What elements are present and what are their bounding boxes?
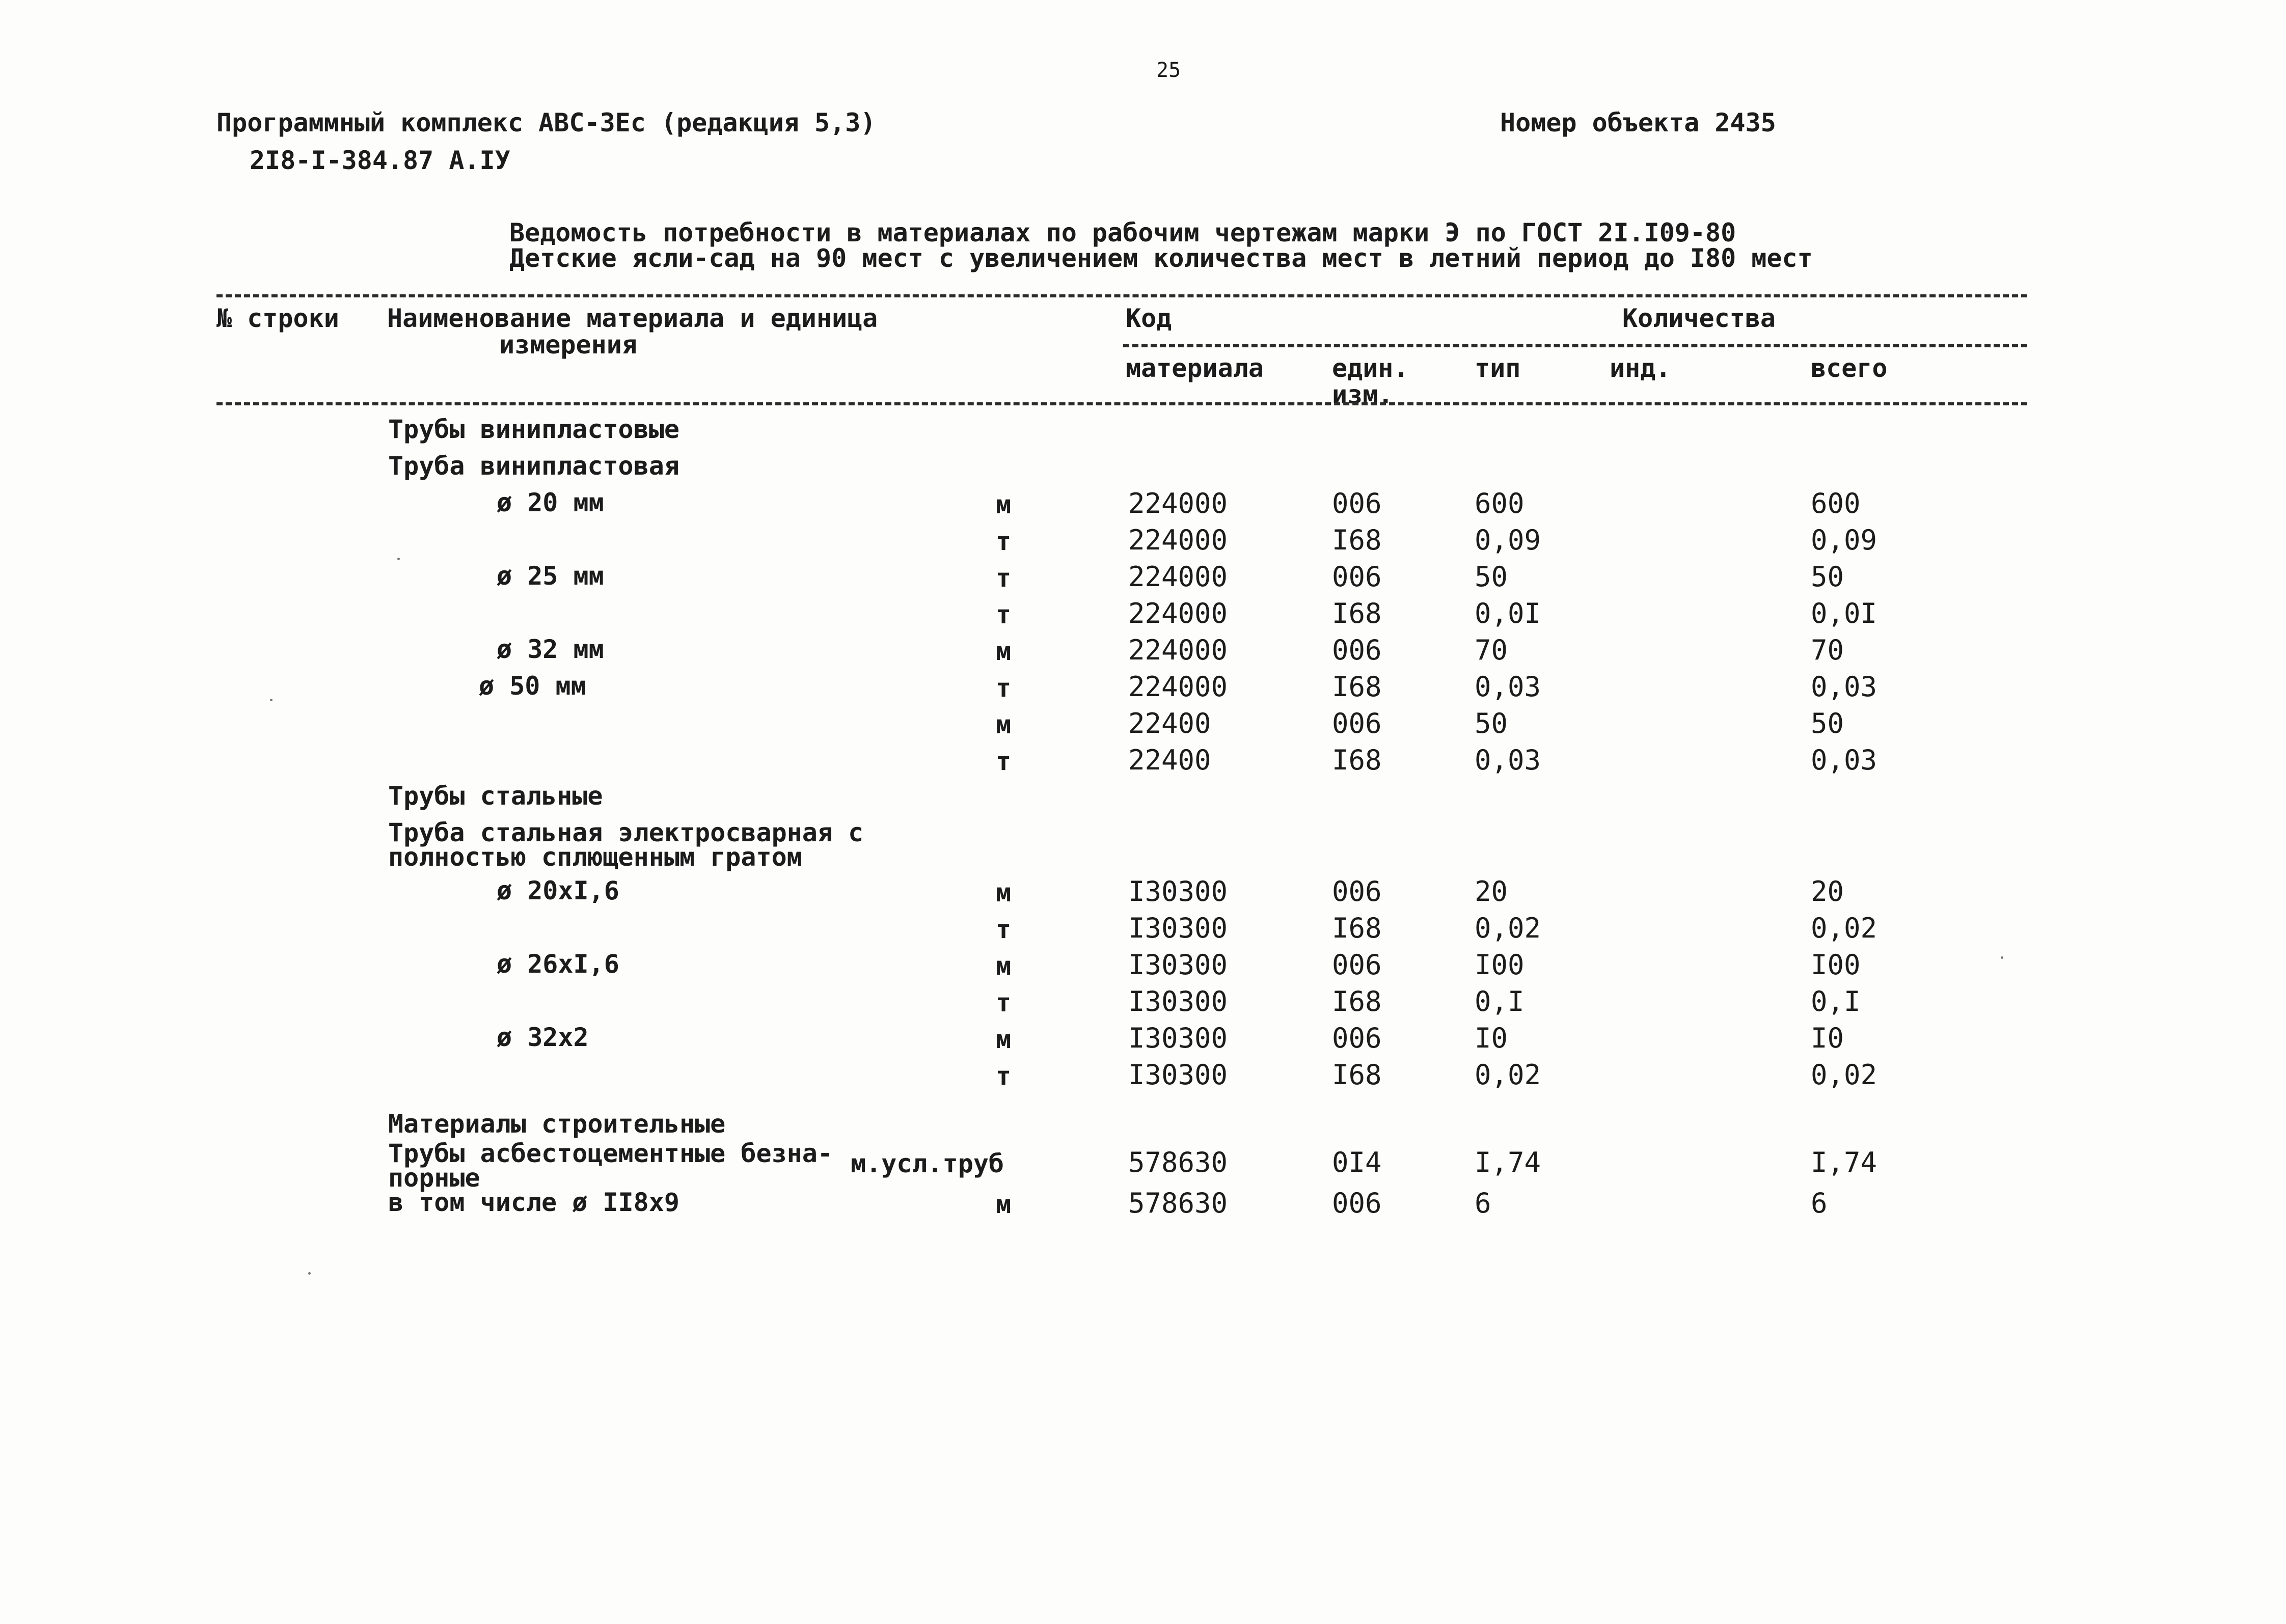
quantity-typ: 50: [1475, 561, 1508, 593]
quantity-total: 0,0I: [1811, 597, 1877, 629]
rule-header-bottom: [216, 402, 2027, 405]
unit-of-measure: м: [996, 1025, 1012, 1054]
unit-of-measure: т: [996, 915, 1012, 944]
quantity-typ: 0,03: [1475, 671, 1541, 703]
material-name: ø 32х2: [497, 1023, 589, 1052]
material-name: ø 20 мм: [497, 488, 604, 517]
unit-of-measure: м: [996, 878, 1012, 907]
unit-of-measure: м: [996, 637, 1012, 666]
unit-of-measure: м: [996, 490, 1012, 519]
unit-of-measure: т: [996, 673, 1012, 703]
quantity-total: 0,I: [1811, 985, 1861, 1017]
unit-of-measure: м: [996, 951, 1012, 981]
material-code: 224000: [1128, 597, 1228, 629]
quantity-total: 50: [1811, 561, 1844, 593]
program-name: Программный комплекс АВС-ЗЕс (редакция 5,3): [216, 108, 876, 137]
material-code: 224000: [1128, 524, 1228, 556]
unit-code: I68: [1332, 1059, 1382, 1091]
scan-speck: [397, 558, 400, 560]
unit-code: I68: [1332, 671, 1382, 703]
quantity-typ: 0,02: [1475, 1059, 1541, 1091]
quantity-total: I00: [1811, 949, 1861, 981]
material-name: Трубы винипластовые: [388, 415, 679, 444]
material-name: ø 26хI,6: [497, 949, 619, 979]
unit-of-measure: м.усл.труб: [851, 1149, 1004, 1178]
quantity-typ: 20: [1475, 875, 1508, 907]
col-material-name-2: измерения: [499, 330, 637, 360]
material-code: 224000: [1128, 487, 1228, 519]
document-code: 2I8-I-384.87 А.IУ: [250, 146, 510, 175]
material-name: ø 20хI,6: [497, 876, 619, 905]
quantity-typ: 600: [1475, 487, 1525, 519]
unit-code: I68: [1332, 912, 1382, 944]
material-name-cont: полностью сплющенным гратом: [388, 842, 802, 872]
material-name: Труба винипластовая: [388, 451, 679, 481]
material-name: Труба стальная электросварная с: [388, 818, 864, 847]
quantity-typ: 0,09: [1475, 524, 1541, 556]
material-code: 224000: [1128, 634, 1228, 666]
statement-subtitle: Детские ясли-сад на 90 мест с увеличением количества мест в летний период до I80 мест: [509, 243, 1813, 273]
unit-code: I68: [1332, 744, 1382, 776]
unit-of-measure: м: [996, 710, 1012, 739]
material-code: I30300: [1128, 1059, 1228, 1091]
rule-top: [216, 294, 2027, 297]
unit-code: 006: [1332, 1022, 1382, 1054]
scan-speck: [270, 699, 273, 701]
material-code: I30300: [1128, 985, 1228, 1017]
unit-code: 006: [1332, 634, 1382, 666]
col-quantity: Количества: [1622, 304, 1776, 333]
quantity-typ: I0: [1475, 1022, 1508, 1054]
quantity-typ: 6: [1475, 1187, 1491, 1219]
unit-of-measure: т: [996, 1061, 1012, 1091]
quantity-typ: I,74: [1475, 1146, 1541, 1178]
material-code: 578630: [1128, 1146, 1228, 1178]
material-name: ø 50 мм: [479, 671, 586, 701]
col-total: всего: [1811, 353, 1888, 383]
quantity-typ: 0,03: [1475, 744, 1541, 776]
quantity-typ: 70: [1475, 634, 1508, 666]
object-number: Номер объекта 2435: [1500, 108, 1776, 137]
material-name: в том числе ø II8х9: [388, 1188, 679, 1217]
unit-code: I68: [1332, 985, 1382, 1017]
col-material-code: материала: [1126, 353, 1264, 383]
unit-of-measure: т: [996, 747, 1012, 776]
quantity-total: 0,02: [1811, 1059, 1877, 1091]
rule-mid: [1123, 344, 2027, 347]
unit-code: I68: [1332, 597, 1382, 629]
quantity-total: 0,02: [1811, 912, 1877, 944]
quantity-typ: 0,I: [1475, 985, 1525, 1017]
material-code: 578630: [1128, 1187, 1228, 1219]
material-name-cont: порные: [388, 1163, 480, 1193]
unit-code: 006: [1332, 1187, 1382, 1219]
material-name: ø 25 мм: [497, 561, 604, 591]
material-code: I30300: [1128, 875, 1228, 907]
col-material-name: Наименование материала и единица: [387, 304, 878, 333]
quantity-total: 0,09: [1811, 524, 1877, 556]
col-typ: тип: [1475, 353, 1521, 383]
unit-of-measure: т: [996, 988, 1012, 1017]
quantity-total: 0,03: [1811, 744, 1877, 776]
unit-of-measure: т: [996, 527, 1012, 556]
page-number: 25: [1156, 59, 1181, 82]
quantity-typ: I00: [1475, 949, 1525, 981]
unit-code: 006: [1332, 487, 1382, 519]
material-code: I30300: [1128, 912, 1228, 944]
quantity-total: 0,03: [1811, 671, 1877, 703]
quantity-total: I0: [1811, 1022, 1844, 1054]
material-name: ø 32 мм: [497, 635, 604, 664]
unit-code: 006: [1332, 561, 1382, 593]
unit-code: 006: [1332, 949, 1382, 981]
quantity-total: 600: [1811, 487, 1861, 519]
material-code: 22400: [1128, 744, 1211, 776]
quantity-total: I,74: [1811, 1146, 1877, 1178]
quantity-total: 6: [1811, 1187, 1828, 1219]
quantity-total: 70: [1811, 634, 1844, 666]
unit-of-measure: м: [996, 1190, 1012, 1219]
unit-code: 0I4: [1332, 1146, 1382, 1178]
material-code: 22400: [1128, 707, 1211, 739]
material-code: 224000: [1128, 561, 1228, 593]
col-unit: един.: [1332, 353, 1409, 383]
material-code: I30300: [1128, 949, 1228, 981]
material-name: Трубы стальные: [388, 781, 603, 811]
unit-of-measure: т: [996, 600, 1012, 629]
quantity-typ: 50: [1475, 707, 1508, 739]
quantity-total: 20: [1811, 875, 1844, 907]
col-ind: инд.: [1610, 353, 1671, 383]
col-code: Код: [1126, 304, 1172, 333]
col-row-number: № строки: [216, 304, 339, 333]
unit-code: I68: [1332, 524, 1382, 556]
unit-code: 006: [1332, 875, 1382, 907]
material-name: Трубы асбестоцементные безна-: [388, 1139, 833, 1168]
quantity-typ: 0,02: [1475, 912, 1541, 944]
quantity-typ: 0,0I: [1475, 597, 1541, 629]
scan-speck: [308, 1272, 311, 1275]
material-code: I30300: [1128, 1022, 1228, 1054]
statement-title: Ведомость потребности в материалах по рабочим чертежам марки Э по ГОСТ 2I.I09-80: [509, 218, 1736, 247]
unit-of-measure: т: [996, 563, 1012, 593]
scan-speck: [2001, 956, 2003, 959]
quantity-total: 50: [1811, 707, 1844, 739]
col-unit-2: изм.: [1332, 380, 1394, 409]
unit-code: 006: [1332, 707, 1382, 739]
material-name: Материалы строительные: [388, 1109, 726, 1139]
material-code: 224000: [1128, 671, 1228, 703]
